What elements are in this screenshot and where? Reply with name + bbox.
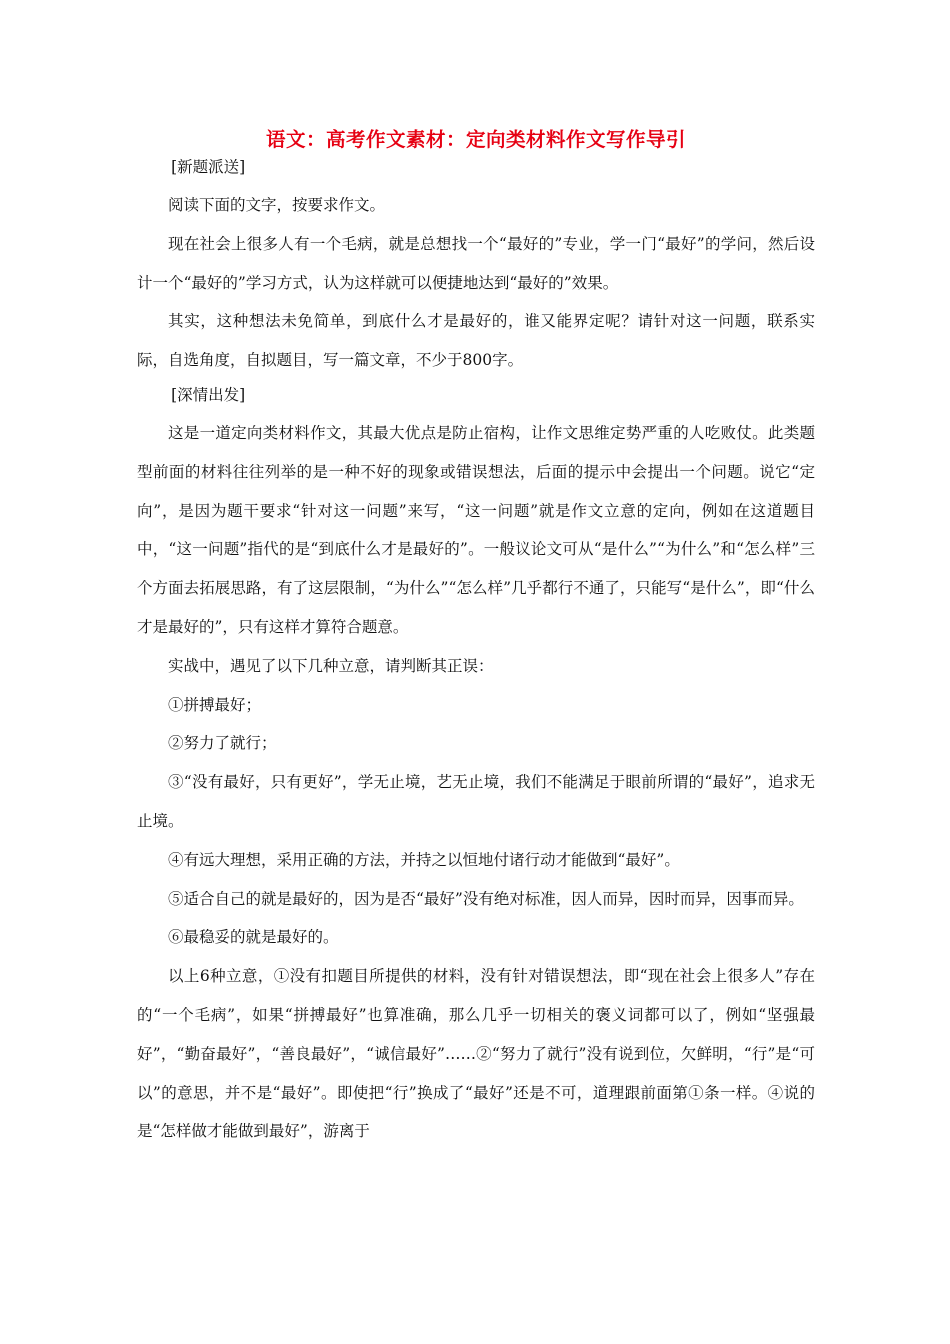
paragraph-practice-intro: 实战中，遇见了以下几种立意，请判断其正误： [168,656,494,675]
list-item-option-1: ①拼搏最好； [168,695,262,714]
section-heading-new-topic: [新题派送] [171,158,246,176]
paragraph-instruction: 阅读下面的文字，按要求作文。 [168,196,386,214]
paragraph-analysis: 这是一道定向类材料作文，其最大优点是防止宿构，让作文思维定势严重的人吃败仗。此类题型前面的材料往往列举的是一种不好的现象或错误想法，后面的提示中会提出一个问题。说它“定向”，是因为题干要求“针对这一问题”来写，“这一问题”就是作文立意的定向，例如在这道题目中，“这一问题”指代的是“到底什么才是最好的”。一般议论文可从“是什么”“为什么”和“怎么样”三个方面去拓展思路，有了这层限制，“为什么”“怎么样”几乎都行不通了，只能写“是什么”，即“什么才是最好的”，只有这样才算符合题意。 [137,423,815,636]
list-item-option-3: ③“没有最好，只有更好”，学无止境，艺无止境，我们不能满足于眼前所谓的“最好”，追求无止境。 [137,773,815,830]
list-item-option-6: ⑥最稳妥的就是最好的。 [168,928,339,947]
list-item-option-5: ⑤适合自己的就是最好的，因为是否“最好”没有绝对标准，因人而异，因时而异，因事而异。 [168,889,804,908]
paragraph-material-2: 其实，这种想法未免简单，到底什么才是最好的，谁又能界定呢？请针对这一问题，联系实际，自选角度，自拟题目，写一篇文章，不少于800字。 [137,312,815,370]
document-body [137,152,815,1151]
section-heading-analysis: [深情出发] [171,385,246,404]
paragraph-material-1: 现在社会上很多人有一个毛病，就是总想找一个“最好的”专业，学一门“最好”的学问，然后设计一个“最好的”学习方式，认为这样就可以便捷地达到“最好的”效果。 [137,234,815,292]
list-item-option-4: ④有远大理想，采用正确的方法，并持之以恒地付诸行动才能做到“最好”。 [168,850,680,869]
paragraph-evaluation: 以上6种立意，①没有扣题目所提供的材料，没有针对错误想法，即“现在社会上很多人”存在的“一个毛病”，如果“拼搏最好”也算准确，那么几乎一切相关的褒义词都可以了，例如“坚强最好”，“勤奋最好”，“善良最好”，“诚信最好”……②“努力了就行”没有说到位，欠鲜明，“行”是“可以”的意思，并不是“最好”。即使把“行”换成了“最好”还是不可，道理跟前面第①条一样。④说的是“怎样做才能做到最好”，游离于 [137,967,815,1141]
document-title: 语文：高考作文素材：定向类材料作文写作导引 [265,128,686,151]
list-item-option-2: ②努力了就行； [168,734,277,753]
